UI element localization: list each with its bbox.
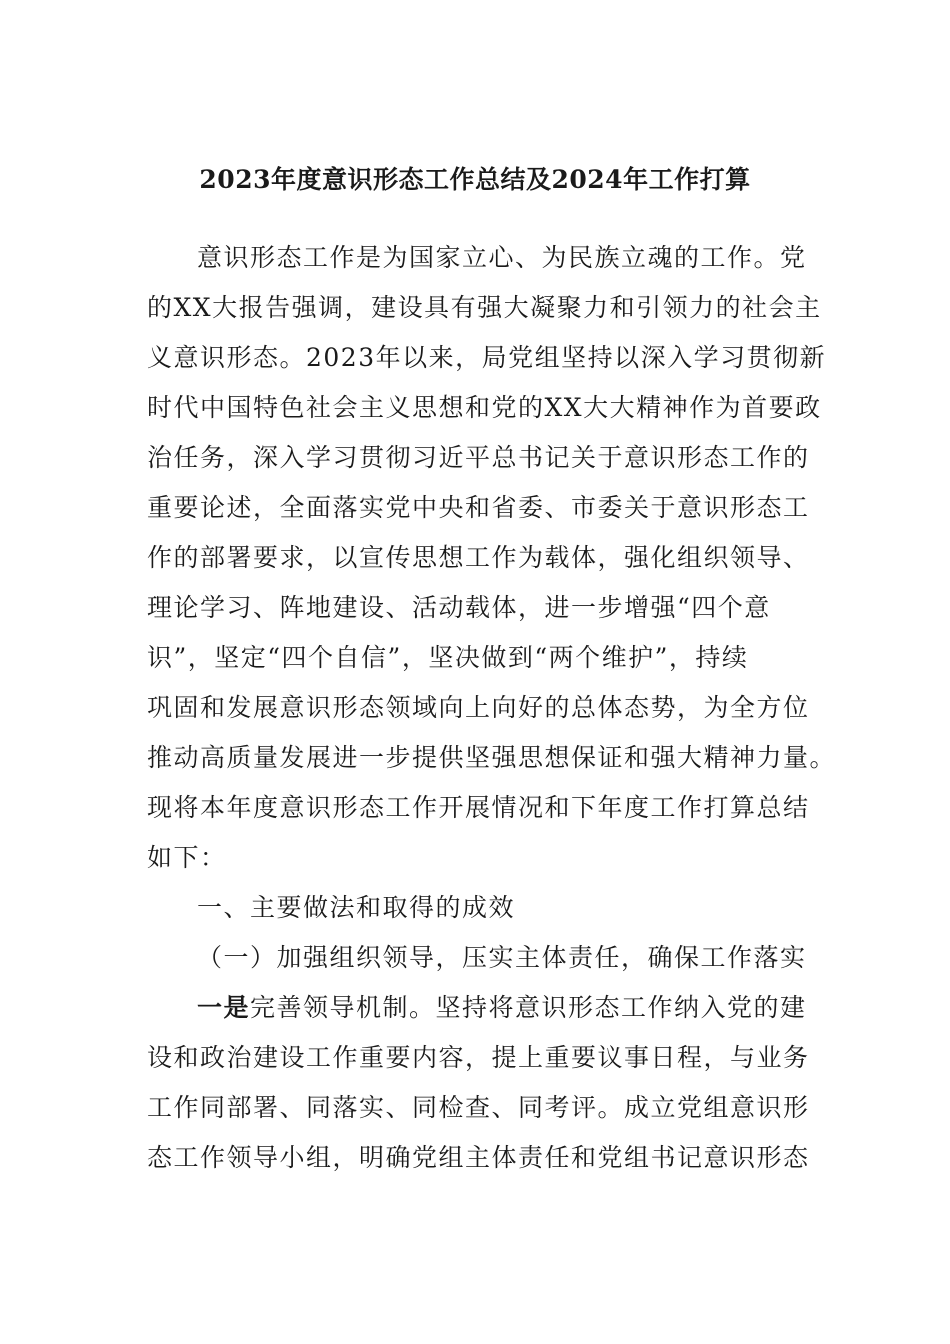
paragraph-line (197, 988, 857, 1028)
paragraph-line: 意识形态工作是为国家立心、为民族立魂的工作。党 (197, 243, 807, 272)
page-title: 2023年度意识形态工作总结及2024年工作打算 (199, 165, 751, 194)
paragraph-line: 态工作领导小组，明确党组主体责任和党组书记意识形态 (147, 1143, 810, 1172)
paragraph-line: 义意识形态。2023年以来，局党组坚持以深入学习贯彻新 (147, 343, 827, 372)
paragraph-line: 作的部署要求，以宣传思想工作为载体，强化组织领导、 (147, 543, 810, 572)
paragraph-line: 现将本年度意识形态工作开展情况和下年度工作打算总结 (147, 793, 810, 822)
paragraph-line: 设和政治建设工作重要内容，提上重要议事日程，与业务 (147, 1043, 810, 1072)
section-heading: 一、主要做法和取得的成效 (197, 893, 516, 922)
paragraph-line: 如下： (147, 843, 227, 872)
paragraph-line: 重要论述，全面落实党中央和省委、市委关于意识形态工 (147, 493, 810, 522)
subsection-heading: （一）加强组织领导，压实主体责任，确保工作落实 (197, 943, 807, 972)
lead-word: 一是 (197, 993, 251, 1022)
paragraph-line: 的XX大报告强调，建设具有强大凝聚力和引领力的社会主 (147, 293, 822, 322)
paragraph-line: 识”，坚定“四个自信”，坚决做到“两个维护”，持续 (147, 643, 749, 672)
paragraph-line: 推动高质量发展进一步提供坚强思想保证和强大精神力量。 (147, 743, 837, 772)
paragraph-line: 理论学习、阵地建设、活动载体，进一步增强“四个意 (147, 593, 771, 622)
paragraph-line: 时代中国特色社会主义思想和党的XX大大精神作为首要政 (147, 393, 822, 422)
paragraph-line: 治任务，深入学习贯彻习近平总书记关于意识形态工作的 (147, 443, 810, 472)
paragraph-line: 巩固和发展意识形态领域向上向好的总体态势，为全方位 (147, 693, 810, 722)
paragraph-text: 完善领导机制。坚持将意识形态工作纳入党的建 (250, 993, 807, 1022)
paragraph-line: 工作同部署、同落实、同检查、同考评。成立党组意识形 (147, 1093, 810, 1122)
